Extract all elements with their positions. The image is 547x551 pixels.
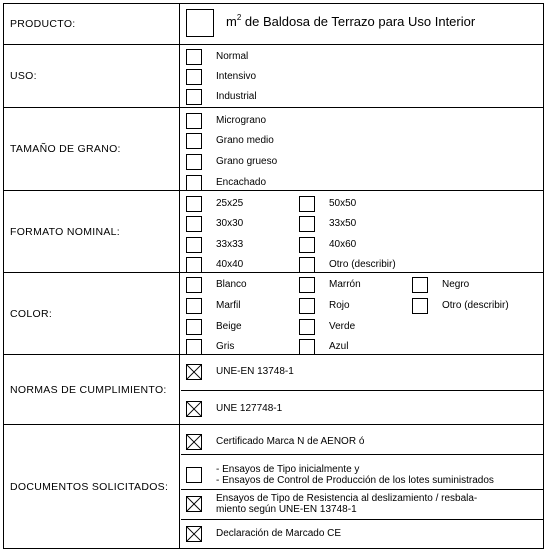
option-formato-40x60[interactable]: 40x60 [299,236,356,253]
option-norma-une-en-13748-1[interactable]: UNE-EN 13748-1 [186,363,294,380]
terrazo-order-form [3,3,544,549]
product-description: $m^2$ de Baldosa de Terrazo para Uso Interior [226,13,476,29]
producto-label: PRODUCTO: [4,4,180,44]
option-formato-otro[interactable]: Otro (describir) [299,256,396,273]
option-uso-intensivo[interactable]: Intensivo [186,68,256,85]
option-color-rojo[interactable]: Rojo [299,297,350,314]
checkbox[interactable] [186,237,202,253]
checkbox[interactable] [186,216,202,232]
option-formato-50x50[interactable]: 50x50 [299,195,356,212]
row-formato [4,191,543,273]
option-doc-ensayos-deslizamiento[interactable]: Ensayos de Tipo de Resistencia al deslizamiento / resbala- miento según UNE-EN 13748-1 [186,492,477,516]
option-color-negro[interactable]: Negro [412,276,469,293]
uso-label: USO: [4,45,180,107]
checkbox[interactable] [299,339,315,355]
option-formato-40x40[interactable]: 40x40 [186,256,243,273]
checkbox-checked[interactable] [186,401,202,417]
option-color-azul[interactable]: Azul [299,338,348,355]
checkbox[interactable] [186,298,202,314]
option-color-blanco[interactable]: Blanco [186,276,247,293]
checkbox[interactable] [186,49,202,65]
option-grano-grueso[interactable]: Grano grueso [186,153,277,170]
checkbox[interactable] [186,113,202,129]
option-color-verde[interactable]: Verde [299,318,355,335]
formato-label: FORMATO NOMINAL: [4,191,180,272]
option-formato-33x50[interactable]: 33x50 [299,215,356,232]
checkbox[interactable] [186,339,202,355]
row-documentos [4,425,543,549]
row-grano [4,108,543,191]
checkbox[interactable] [186,277,202,293]
separator [181,519,543,520]
option-color-otro[interactable]: Otro (describir) [412,297,509,314]
checkbox[interactable] [299,277,315,293]
checkbox[interactable] [186,154,202,170]
quantity-input-box[interactable] [186,9,214,37]
documentos-label: DOCUMENTOS SOLICITADOS: [4,425,180,549]
option-color-gris[interactable]: Gris [186,338,234,355]
option-formato-30x30[interactable]: 30x30 [186,215,243,232]
checkbox[interactable] [299,257,315,273]
color-label: COLOR: [4,273,180,354]
option-grano-medio[interactable]: Grano medio [186,132,274,149]
option-doc-marcado-ce[interactable]: Declaración de Marcado CE [186,525,341,542]
checkbox[interactable] [186,196,202,212]
option-formato-25x25[interactable]: 25x25 [186,195,243,212]
option-grano-micrograno[interactable]: Micrograno [186,112,266,129]
checkbox-checked[interactable] [186,434,202,450]
checkbox[interactable] [186,89,202,105]
separator [181,489,543,490]
separator [181,454,543,455]
checkbox[interactable] [186,319,202,335]
option-norma-une-127748-1[interactable]: UNE 127748-1 [186,400,282,417]
option-color-marron[interactable]: Marrón [299,276,361,293]
checkbox[interactable] [186,175,202,191]
checkbox-checked[interactable] [186,364,202,380]
option-uso-industrial[interactable]: Industrial [186,88,257,105]
option-doc-ensayos-tipo-control[interactable]: - Ensayos de Tipo inicialmente y - Ensayos de Control de Producción de los lotes suministrados [186,463,494,487]
normas-label: NORMAS DE CUMPLIMIENTO: [4,355,180,424]
option-formato-33x33[interactable]: 33x33 [186,236,243,253]
checkbox[interactable] [412,277,428,293]
checkbox[interactable] [186,257,202,273]
separator [181,390,543,391]
option-grano-encachado[interactable]: Encachado [186,174,266,191]
checkbox[interactable] [299,216,315,232]
checkbox[interactable] [186,467,202,483]
checkbox[interactable] [299,196,315,212]
checkbox[interactable] [186,69,202,85]
row-uso [4,45,543,108]
option-doc-certificado-aenor[interactable]: Certificado Marca N de AENOR ó [186,433,364,450]
checkbox[interactable] [299,237,315,253]
checkbox[interactable] [412,298,428,314]
checkbox[interactable] [299,298,315,314]
checkbox-checked[interactable] [186,526,202,542]
row-producto [4,4,543,45]
checkbox-checked[interactable] [186,496,202,512]
checkbox[interactable] [299,319,315,335]
option-color-marfil[interactable]: Marfil [186,297,240,314]
option-uso-normal[interactable]: Normal [186,48,248,65]
row-color [4,273,543,355]
checkbox[interactable] [186,133,202,149]
option-color-beige[interactable]: Beige [186,318,242,335]
grano-label: TAMAÑO DE GRANO: [4,108,180,190]
